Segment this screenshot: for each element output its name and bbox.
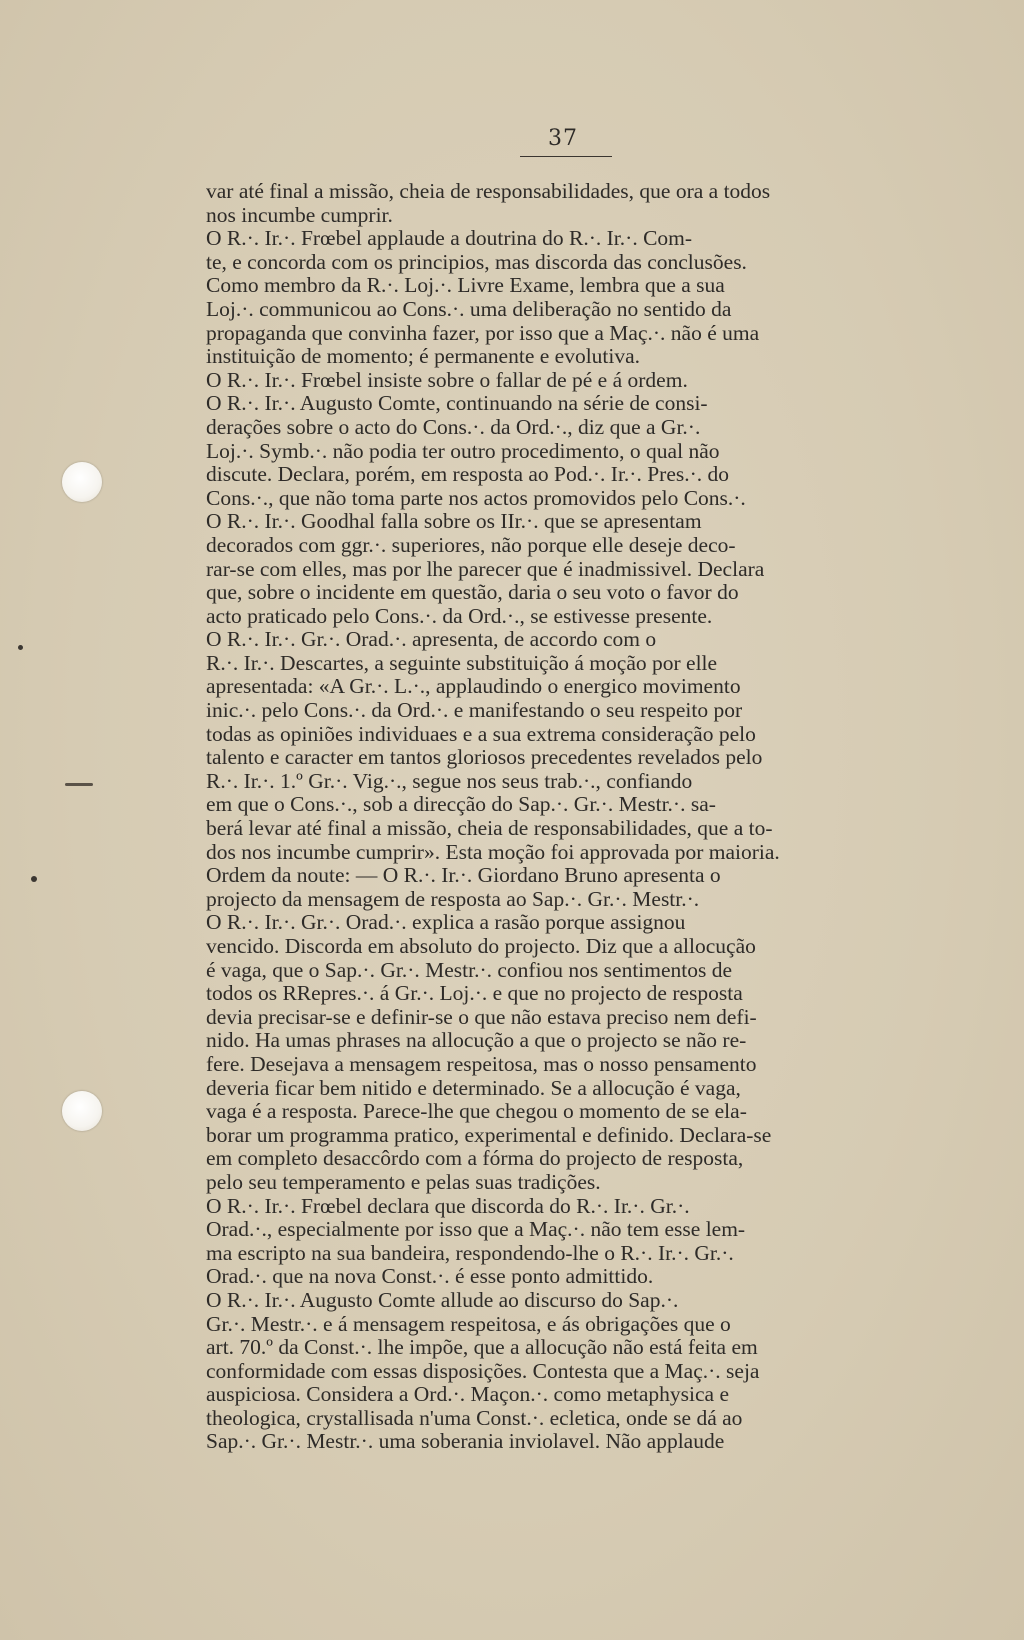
- text-line: R.·. Ir.·. 1.º Gr.·. Vig.·., segue nos seus trab.·., confiando: [206, 769, 693, 793]
- text-line: devia precisar-se e definir-se o que não estava preciso nem defi-: [206, 1005, 757, 1029]
- text-line: var até final a missão, cheia de responsabilidades, que ora a todos: [206, 180, 771, 203]
- text-line: O R.·. Ir.·. Frœbel insiste sobre o fallar de pé e á ordem.: [206, 368, 688, 392]
- text-line: talento e caracter em tantos gloriosos precedentes revelados pelo: [206, 746, 763, 770]
- binder-hole-bottom: [62, 1091, 102, 1131]
- text-line: rar-se com elles, mas por lhe parecer que é inadmissivel. Declara: [206, 557, 765, 581]
- page-number-rule: [520, 156, 612, 157]
- text-line: Ordem da noute: — O R.·. Ir.·. Giordano Bruno apresenta o: [206, 864, 721, 888]
- text-line: Loj.·. Symb.·. não podia ter outro procedimento, o qual não: [206, 439, 720, 463]
- text-line: O R.·. Ir.·. Frœbel applaude a doutrina do R.·. Ir.·. Com-: [206, 227, 693, 251]
- text-line: nos incumbe cumprir.: [206, 203, 393, 227]
- text-line: derações sobre o acto do Cons.·. da Ord.·., diz que a Gr.·.: [206, 415, 701, 439]
- text-line: que, sobre o incidente em questão, daria o seu voto o favor do: [206, 581, 739, 605]
- text-line: acto praticado pelo Cons.·. da Ord.·., se estivesse presente.: [206, 604, 713, 628]
- text-line: todas as opiniões individuaes e a sua extrema consideração pelo: [206, 722, 756, 746]
- text-line: O R.·. Ir.·. Frœbel declara que discorda do R.·. Ir.·. Gr.·.: [206, 1194, 690, 1218]
- text-line: em que o Cons.·., sob a direcção do Sap.·. Gr.·. Mestr.·. sa-: [206, 793, 716, 817]
- text-line: vaga é a resposta. Parece-lhe que chegou o momento de se ela-: [206, 1100, 747, 1124]
- text-line: nido. Ha umas phrases na allocução a que o projecto se não re-: [206, 1029, 747, 1053]
- text-line: pelo seu temperamento e pelas suas tradições.: [206, 1170, 601, 1194]
- text-line: Orad.·. que na nova Const.·. é esse ponto admittido.: [206, 1265, 654, 1289]
- text-line: inic.·. pelo Cons.·. da Ord.·. e manifestando o seu respeito por: [206, 699, 743, 723]
- text-line: art. 70.º da Const.·. lhe impõe, que a allocução não está feita em: [206, 1336, 758, 1360]
- text-line: discute. Declara, porém, em resposta ao Pod.·. Ir.·. Pres.·. do: [206, 463, 730, 487]
- body-text: [206, 180, 924, 1454]
- ink-speck: [18, 645, 23, 650]
- text-line: ma escripto na sua bandeira, respondendo-lhe o R.·. Ir.·. Gr.·.: [206, 1241, 734, 1265]
- text-line: deveria ficar bem nitido e determinado. Se a allocução é vaga,: [206, 1076, 741, 1100]
- text-line: Orad.·., especialmente por isso que a Maç.·. não tem esse lem-: [206, 1218, 746, 1242]
- text-line: apresentada: «A Gr.·. L.·., applaudindo o energico movimento: [206, 675, 741, 699]
- text-line: Gr.·. Mestr.·. e á mensagem respeitosa, e ás obrigações que o: [206, 1312, 731, 1336]
- text-line: berá levar até final a missão, cheia de responsabilidades, que a to-: [206, 817, 773, 841]
- page-number: 37: [548, 126, 578, 151]
- text-line: Cons.·., que não toma parte nos actos promovidos pelo Cons.·.: [206, 486, 746, 510]
- ink-speck: [31, 876, 37, 882]
- text-line: theologica, crystallisada n'uma Const.·. ecletica, onde se dá ao: [206, 1406, 743, 1430]
- text-line: dos nos incumbe cumprir». Esta moção foi approvada por maioria.: [206, 840, 780, 864]
- ink-speck: [65, 783, 93, 786]
- text-line: auspiciosa. Considera a Ord.·. Maçon.·. como metaphysica e: [206, 1383, 730, 1407]
- text-line: Sap.·. Gr.·. Mestr.·. uma soberania inviolavel. Não applaude: [206, 1430, 725, 1454]
- text-line: conformidade com essas disposições. Contesta que a Maç.·. seja: [206, 1359, 760, 1383]
- text-line: é vaga, que o Sap.·. Gr.·. Mestr.·. confiou nos sentimentos de: [206, 958, 733, 982]
- text-line: O R.·. Ir.·. Augusto Comte, continuando na série de consi-: [206, 392, 708, 416]
- text-line: O R.·. Ir.·. Augusto Comte allude ao discurso do Sap.·.: [206, 1288, 679, 1312]
- text-line: vencido. Discorda em absoluto do projecto. Diz que a allocução: [206, 935, 756, 958]
- binder-hole-top: [62, 462, 102, 502]
- text-line: O R.·. Ir.·. Gr.·. Orad.·. apresenta, de accordo com o: [206, 628, 657, 652]
- text-line: O R.·. Ir.·. Goodhal falla sobre os IIr.·. que se apresentam: [206, 510, 702, 534]
- text-line: fere. Desejava a mensagem respeitosa, mas o nosso pensamento: [206, 1052, 757, 1076]
- text-line: projecto da mensagem de resposta ao Sap.·. Gr.·. Mestr.·.: [206, 887, 700, 911]
- text-line: Loj.·. communicou ao Cons.·. uma deliberação no sentido da: [206, 297, 732, 321]
- text-line: Como membro da R.·. Loj.·. Livre Exame, lembra que a sua: [206, 274, 725, 298]
- text-line: todos os RRepres.·. á Gr.·. Loj.·. e que no projecto de resposta: [206, 982, 743, 1006]
- text-line: R.·. Ir.·. Descartes, a seguinte substituição á moção por elle: [206, 651, 718, 675]
- text-line: instituição de momento; é permanente e evolutiva.: [206, 345, 641, 369]
- text-line: decorados com ggr.·. superiores, não porque elle deseje deco-: [206, 533, 736, 557]
- text-line: borar um programma pratico, experimental e definido. Declara-se: [206, 1123, 772, 1147]
- text-line: em completo desaccôrdo com a fórma do projecto de resposta,: [206, 1147, 744, 1171]
- text-line: propaganda que convinha fazer, por isso que a Maç.·. não é uma: [206, 321, 760, 345]
- text-line: te, e concorda com os principios, mas discorda das conclusões.: [206, 250, 747, 274]
- text-line: O R.·. Ir.·. Gr.·. Orad.·. explica a rasão porque assignou: [206, 911, 686, 935]
